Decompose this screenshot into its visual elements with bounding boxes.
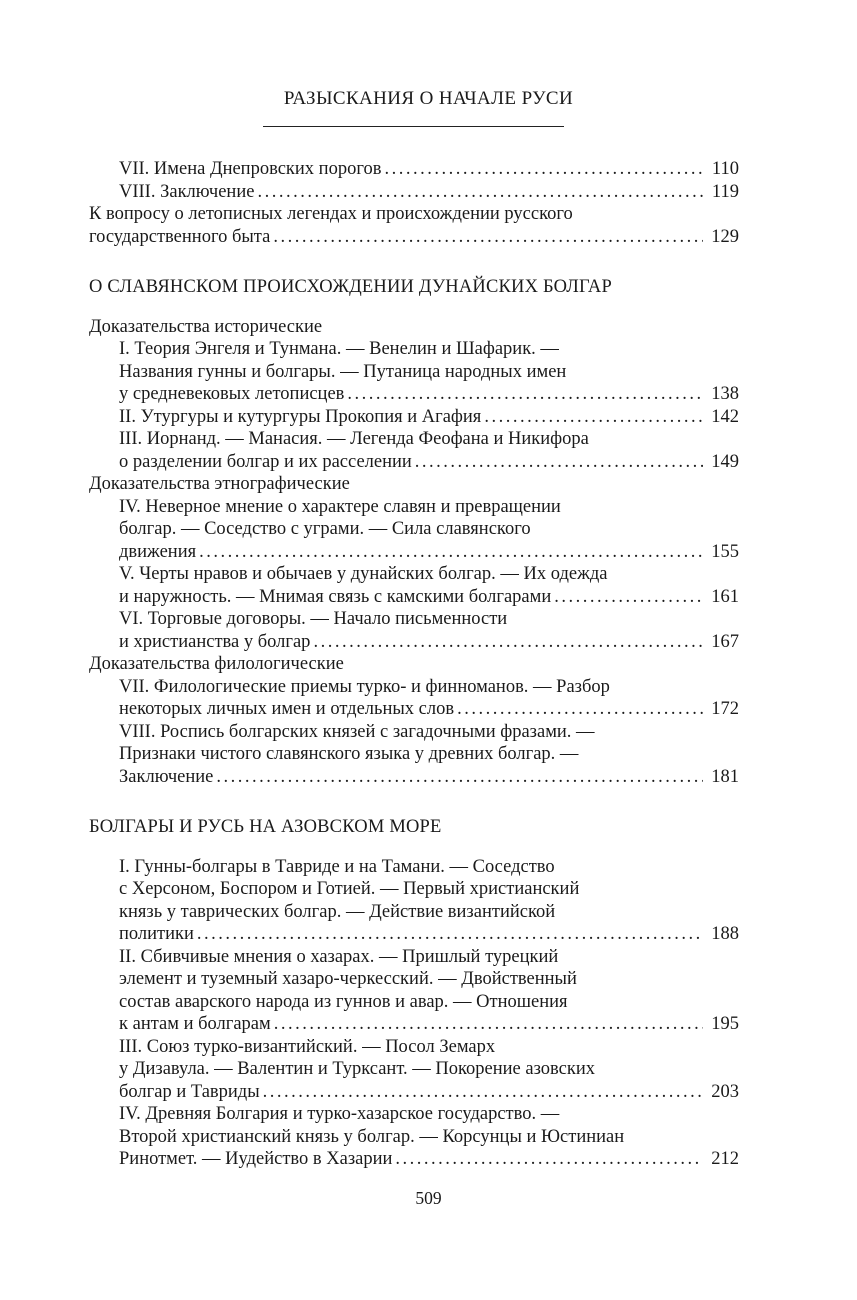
entry-line: III. Иорнанд. — Манасия. — Легенда Феофана и Никифора (119, 429, 589, 449)
entry-line: II. Сбивчивые мнения о хазарах. — Пришлый турецкий (119, 946, 559, 967)
entry-text: и христианства у болгар (119, 631, 311, 652)
dot-leader (395, 1148, 703, 1171)
dot-leader (384, 158, 703, 181)
toc-entry (119, 1036, 739, 1104)
entry-page-number: 110 (711, 159, 739, 179)
entry-last-line (119, 181, 739, 204)
entry-page-number: 195 (711, 1014, 739, 1034)
entry-last-line (119, 698, 739, 721)
continued-entries (89, 158, 739, 248)
toc-entry (89, 203, 739, 248)
entry-last-line (89, 226, 739, 249)
entry-last-line (119, 1081, 739, 1104)
dot-leader (273, 226, 703, 249)
dot-leader (216, 766, 703, 789)
entry-line: К вопросу о летописных легендах и происхождении русского (89, 204, 573, 224)
entry-line: Названия гунны и болгары. — Путаница народных имен (119, 361, 567, 382)
entry-line: состав аварского народа из гуннов и авар. — Отношения (119, 991, 568, 1012)
entry-last-line (119, 631, 739, 654)
entry-page-number: 149 (711, 451, 739, 472)
entry-page-number: 142 (711, 406, 739, 427)
entry-line: I. Гунны-болгары в Тавриде и на Тамани. — Соседство (119, 856, 555, 877)
entry-text: государственного быта (89, 226, 271, 247)
toc-entry (119, 946, 739, 1036)
entry-line: VI. Торговые договоры. — Начало письменности (119, 609, 508, 629)
entry-line: VIII. Роспись болгарских князей с загадочными фразами. — (119, 721, 595, 742)
toc-entry (119, 563, 739, 608)
entry-line: IV. Неверное мнение о характере славян и превращении (119, 496, 561, 517)
entry-line: Второй христианский князь у болгар. — Корсунцы и Юстиниан (119, 1126, 625, 1147)
entry-line: V. Черты нравов и обычаев у дунайских болгар. — Их одежда (119, 564, 608, 584)
toc-entry (119, 496, 739, 564)
toc-group (89, 653, 739, 788)
group-heading: Доказательства исторические (89, 316, 323, 337)
page-number: 509 (415, 1188, 442, 1208)
toc-entry (119, 181, 739, 204)
toc-group (89, 473, 739, 653)
entry-text: движения (119, 541, 197, 562)
entry-text: II. Утургуры и кутургуры Прокопия и Агафия (119, 406, 482, 427)
entry-page-number: 181 (711, 766, 739, 787)
entry-text: о разделении болгар и их расселении (119, 451, 412, 472)
table-of-contents (89, 158, 739, 1171)
entry-line: III. Союз турко-византийский. — Посол Земарх (119, 1036, 496, 1057)
entry-page-number: 155 (711, 541, 739, 562)
entry-line: у Дизавула. — Валентин и Турксант. — Покорение азовских (119, 1059, 596, 1079)
group-heading: Доказательства этнографические (89, 474, 350, 494)
dot-leader (554, 586, 703, 609)
toc-entry (119, 158, 739, 181)
entry-line: VII. Филологические приемы турко- и финноманов. — Разбор (119, 676, 610, 697)
toc-entry (119, 721, 739, 789)
entry-text: к антам и болгарам (119, 1014, 271, 1034)
dot-leader (263, 1081, 703, 1104)
entry-text: VIII. Заключение (119, 181, 255, 202)
entry-line: элемент и туземный хазаро-черкесский. — Двойственный (119, 969, 577, 989)
dot-leader (197, 923, 703, 946)
toc-entry (119, 1103, 739, 1171)
entry-last-line (119, 541, 739, 564)
dot-leader (457, 698, 703, 721)
entry-line: IV. Древняя Болгария и турко-хазарское государство. — (119, 1104, 560, 1124)
toc-entry (119, 338, 739, 406)
running-head-rule (263, 126, 564, 127)
entry-line: с Херсоном, Боспором и Готией. — Первый христианский (119, 879, 580, 899)
dot-leader (274, 1013, 703, 1036)
entry-page-number: 167 (711, 631, 739, 652)
toc-entry (119, 676, 739, 721)
dot-leader (484, 406, 703, 429)
section-2 (89, 816, 739, 1171)
entry-last-line (119, 923, 739, 946)
section-title: О СЛАВЯНСКОМ ПРОИСХОЖДЕНИИ ДУНАЙСКИХ БОЛГАР (89, 277, 612, 297)
toc-entry (119, 608, 739, 653)
dot-leader (199, 541, 703, 564)
entry-page-number: 161 (711, 586, 739, 607)
dot-leader (257, 181, 703, 204)
entry-line: князь у таврических болгар. — Действие византийской (119, 901, 556, 922)
group-heading: Доказательства филологические (89, 654, 344, 674)
entry-text: и наружность. — Мнимая связь с камскими болгарами (119, 586, 552, 607)
entry-line: Признаки чистого славянского языка у древних болгар. — (119, 744, 579, 764)
entry-last-line (119, 1148, 739, 1171)
dot-leader (347, 383, 703, 406)
entry-page-number: 119 (711, 181, 739, 202)
entry-page-number: 172 (711, 699, 739, 719)
entry-page-number: 129 (711, 226, 739, 247)
entry-last-line (119, 1013, 739, 1036)
section-1 (89, 276, 739, 788)
dot-leader (415, 451, 703, 474)
entry-page-number: 138 (711, 384, 739, 404)
entry-text: политики (119, 924, 194, 944)
entry-text: у средневековых летописцев (119, 384, 345, 404)
entry-text: болгар и Тавриды (119, 1081, 260, 1102)
section-groups (89, 316, 739, 789)
entry-text: некоторых личных имен и отдельных слов (119, 699, 455, 719)
entry-page-number: 188 (711, 924, 739, 944)
toc-entry (119, 428, 739, 473)
entry-last-line (119, 586, 739, 609)
section-entries (89, 856, 739, 1171)
entry-line: I. Теория Энгеля и Тунмана. — Венелин и Шафарик. — (119, 339, 559, 359)
toc-group (89, 316, 739, 474)
entry-line: болгар. — Соседство с уграми. — Сила славянского (119, 519, 531, 539)
toc-entry (119, 406, 739, 429)
entry-last-line (119, 406, 739, 429)
entry-last-line (119, 766, 739, 789)
dot-leader (313, 631, 703, 654)
entry-text: Заключение (119, 766, 214, 787)
entry-last-line (119, 158, 739, 181)
entry-page-number: 212 (711, 1149, 739, 1169)
toc-entry (119, 856, 739, 946)
entry-text: Ринотмет. — Иудейство в Хазарии (119, 1149, 393, 1169)
entry-last-line (119, 451, 739, 474)
entry-text: VII. Имена Днепровских порогов (119, 159, 382, 179)
section-title: БОЛГАРЫ И РУСЬ НА АЗОВСКОМ МОРЕ (89, 817, 442, 837)
entry-page-number: 203 (711, 1081, 739, 1102)
running-head: РАЗЫСКАНИЯ О НАЧАЛЕ РУСИ (283, 88, 574, 109)
entry-last-line (119, 383, 739, 406)
